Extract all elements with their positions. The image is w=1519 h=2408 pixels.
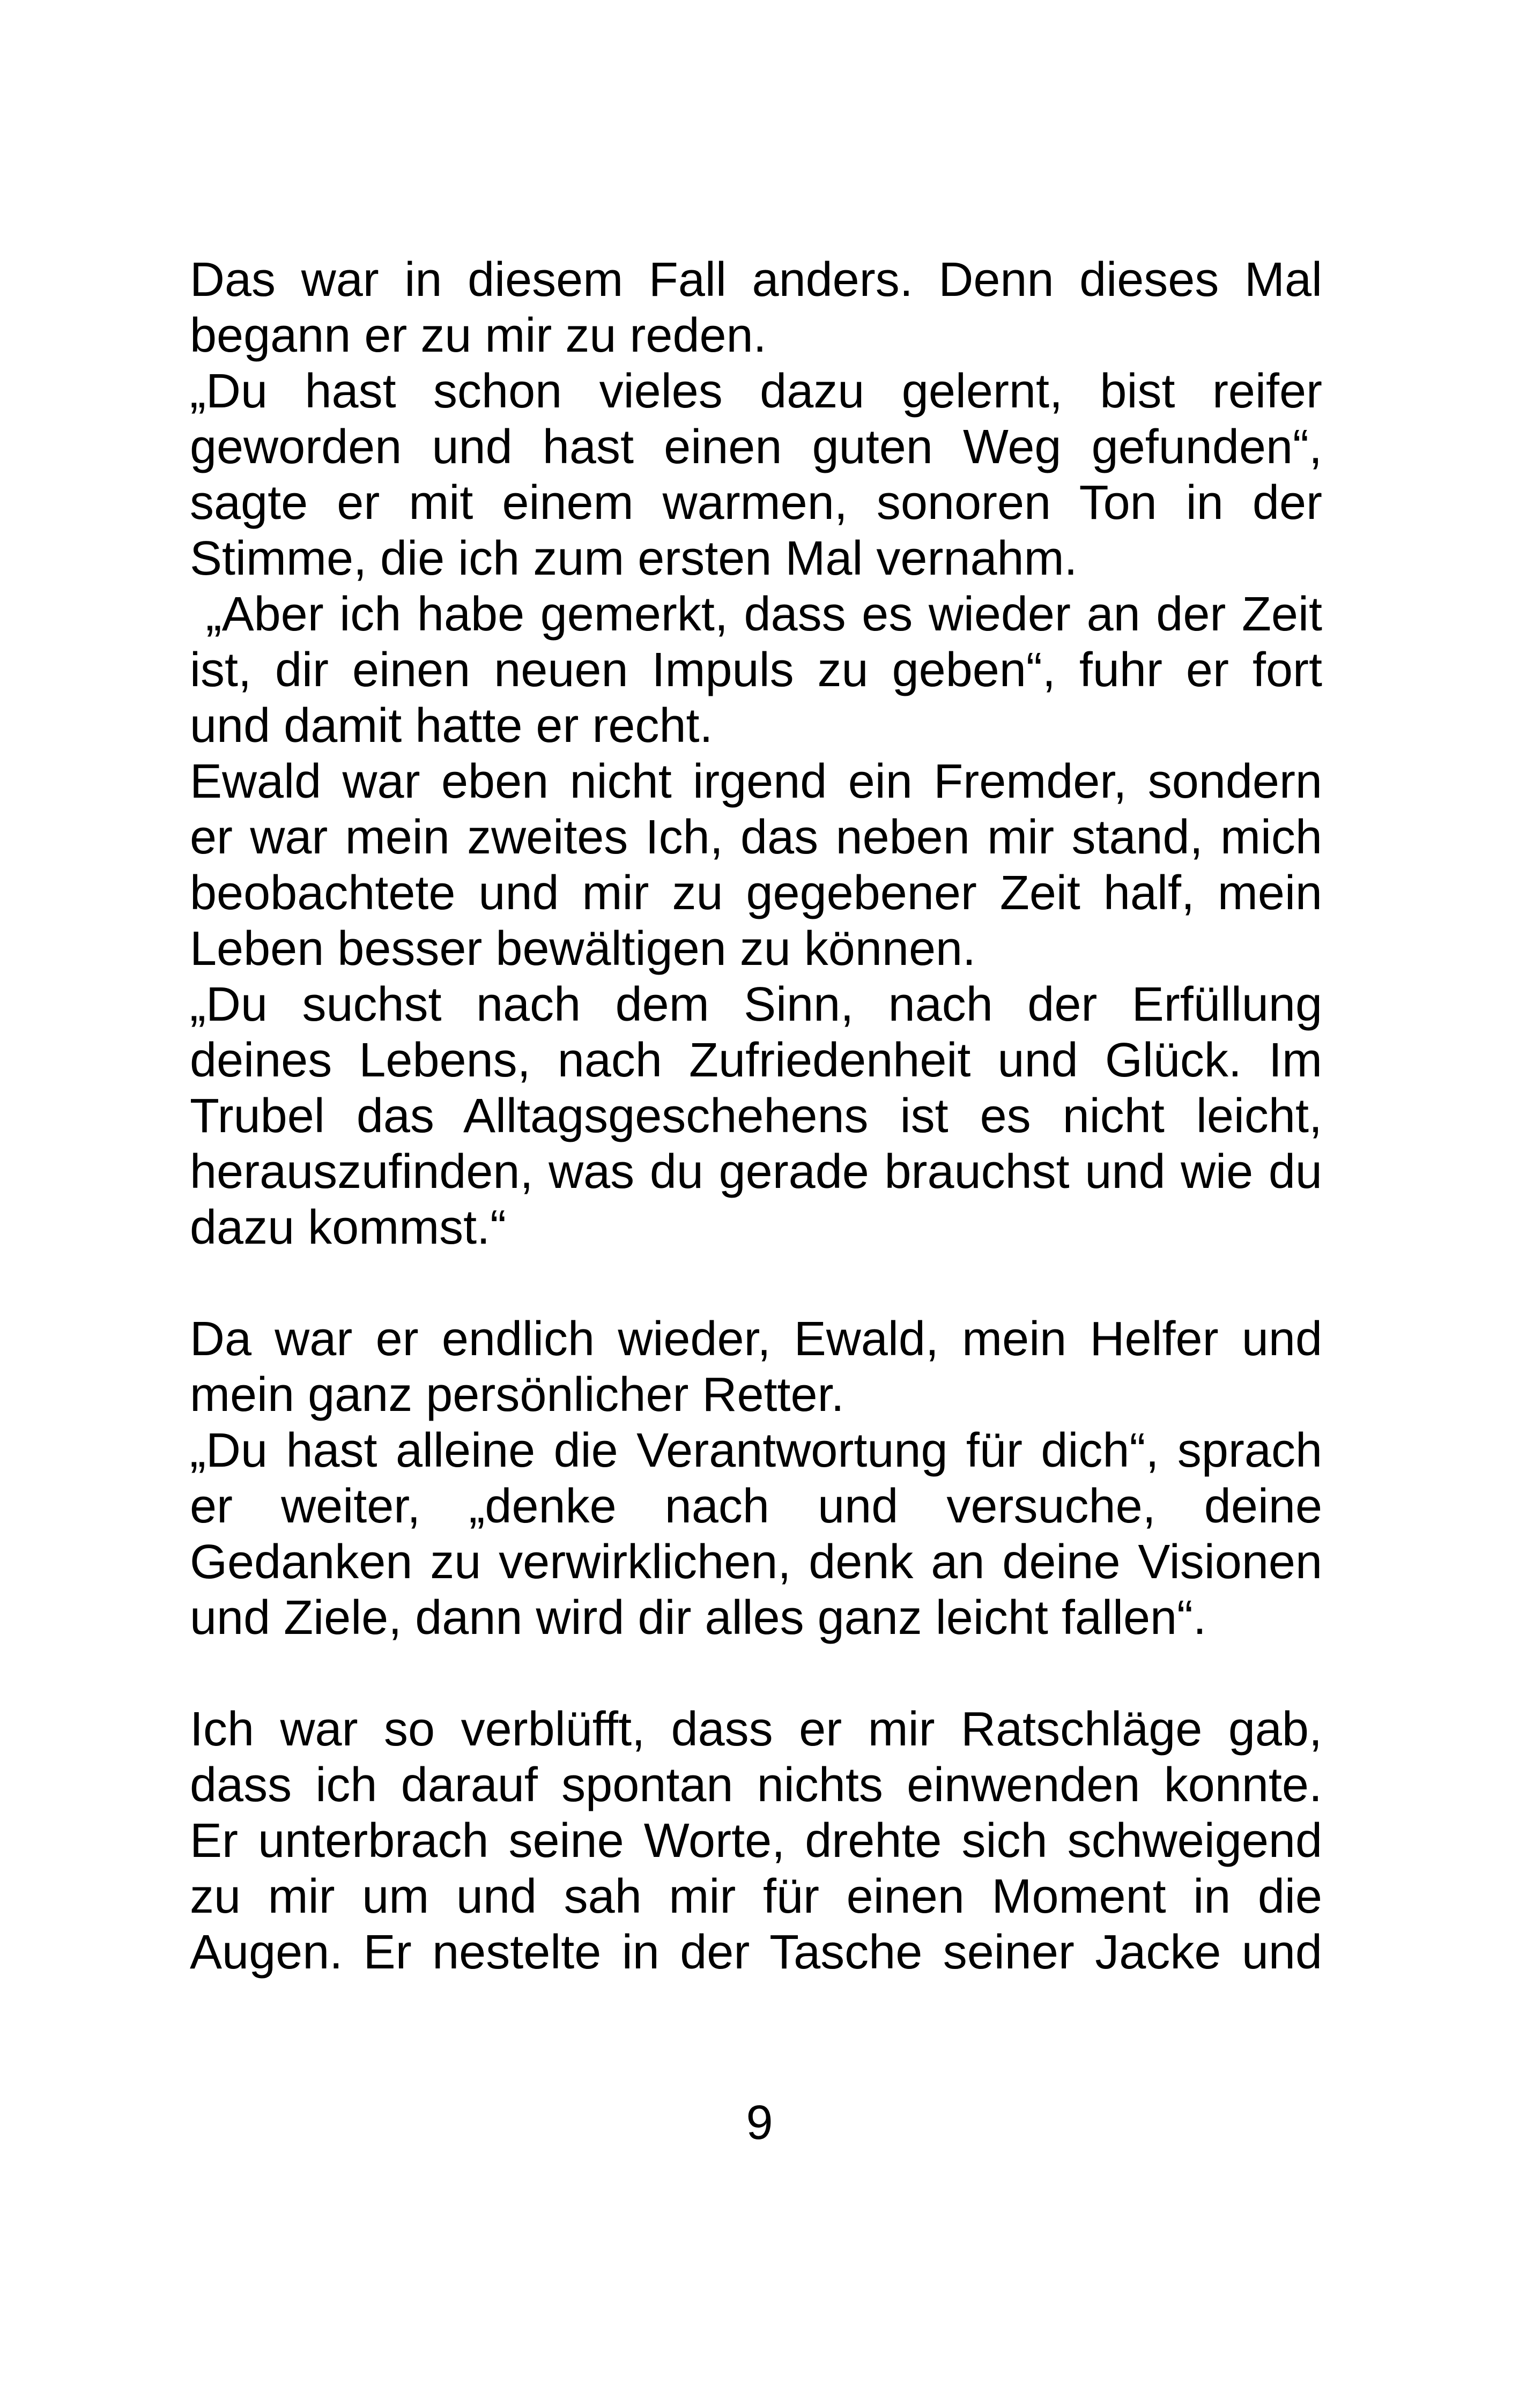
text-line: sagte er mit einem warmen, sonoren Ton in der: [190, 476, 1322, 530]
text-line: Gedanken zu verwirklichen, denk an deine Visionen: [190, 1535, 1322, 1589]
text-line: er weiter, „denke nach und versuche, deine: [190, 1480, 1322, 1533]
text-line: „Du hast alleine die Verantwortung für dich“, sprach: [190, 1424, 1322, 1477]
body-text: [190, 252, 1322, 1980]
paragraph-gap: [190, 1255, 1322, 1311]
text-line: herauszufinden, was du gerade brauchst und wie du: [190, 1145, 1322, 1199]
paragraph-gap: [190, 1646, 1322, 1701]
text-line: Leben besser bewältigen zu können.: [190, 922, 976, 976]
text-line: dazu kommst.“: [190, 1201, 507, 1254]
text-line: „Du suchst nach dem Sinn, nach der Erfüllung: [190, 978, 1322, 1031]
page-number: 9: [746, 2096, 773, 2150]
text-line: ist, dir einen neuen Impuls zu geben“, fuhr er fort: [190, 643, 1322, 697]
text-line: Das war in diesem Fall anders. Denn dieses Mal: [190, 253, 1322, 307]
text-line: beobachtete und mir zu gegebener Zeit half, mein: [190, 866, 1322, 920]
text-line: er war mein zweites Ich, das neben mir stand, mich: [190, 811, 1322, 864]
text-line: Ich war so verblüfft, dass er mir Ratschläge gab,: [190, 1703, 1322, 1756]
text-line: „Aber ich habe gemerkt, dass es wieder an der Zeit: [190, 588, 1322, 641]
text-line: Er unterbrach seine Worte, drehte sich schweigend: [190, 1814, 1322, 1868]
text-line: Stimme, die ich zum ersten Mal vernahm.: [190, 532, 1078, 585]
text-line: Augen. Er nestelte in der Tasche seiner Jacke und: [190, 1926, 1322, 1979]
text-line: zu mir um und sah mir für einen Moment in die: [190, 1870, 1322, 1923]
text-line: mein ganz persönlicher Retter.: [190, 1368, 844, 1422]
text-line: Ewald war eben nicht irgend ein Fremder, sondern: [190, 755, 1322, 808]
text-line: geworden und hast einen guten Weg gefunden“,: [190, 420, 1322, 474]
text-line: „Du hast schon vieles dazu gelernt, bist reifer: [190, 365, 1322, 418]
text-line: und damit hatte er recht.: [190, 699, 713, 753]
text-line: deines Lebens, nach Zufriedenheit und Glück. Im: [190, 1034, 1322, 1087]
text-line: dass ich darauf spontan nichts einwenden konnte.: [190, 1758, 1322, 1812]
text-line: Trubel das Alltagsgeschehens ist es nicht leicht,: [190, 1089, 1322, 1143]
text-line: Da war er endlich wieder, Ewald, mein Helfer und: [190, 1312, 1322, 1366]
text-line: begann er zu mir zu reden.: [190, 309, 767, 362]
text-line: und Ziele, dann wird dir alles ganz leicht fallen“.: [190, 1591, 1207, 1645]
